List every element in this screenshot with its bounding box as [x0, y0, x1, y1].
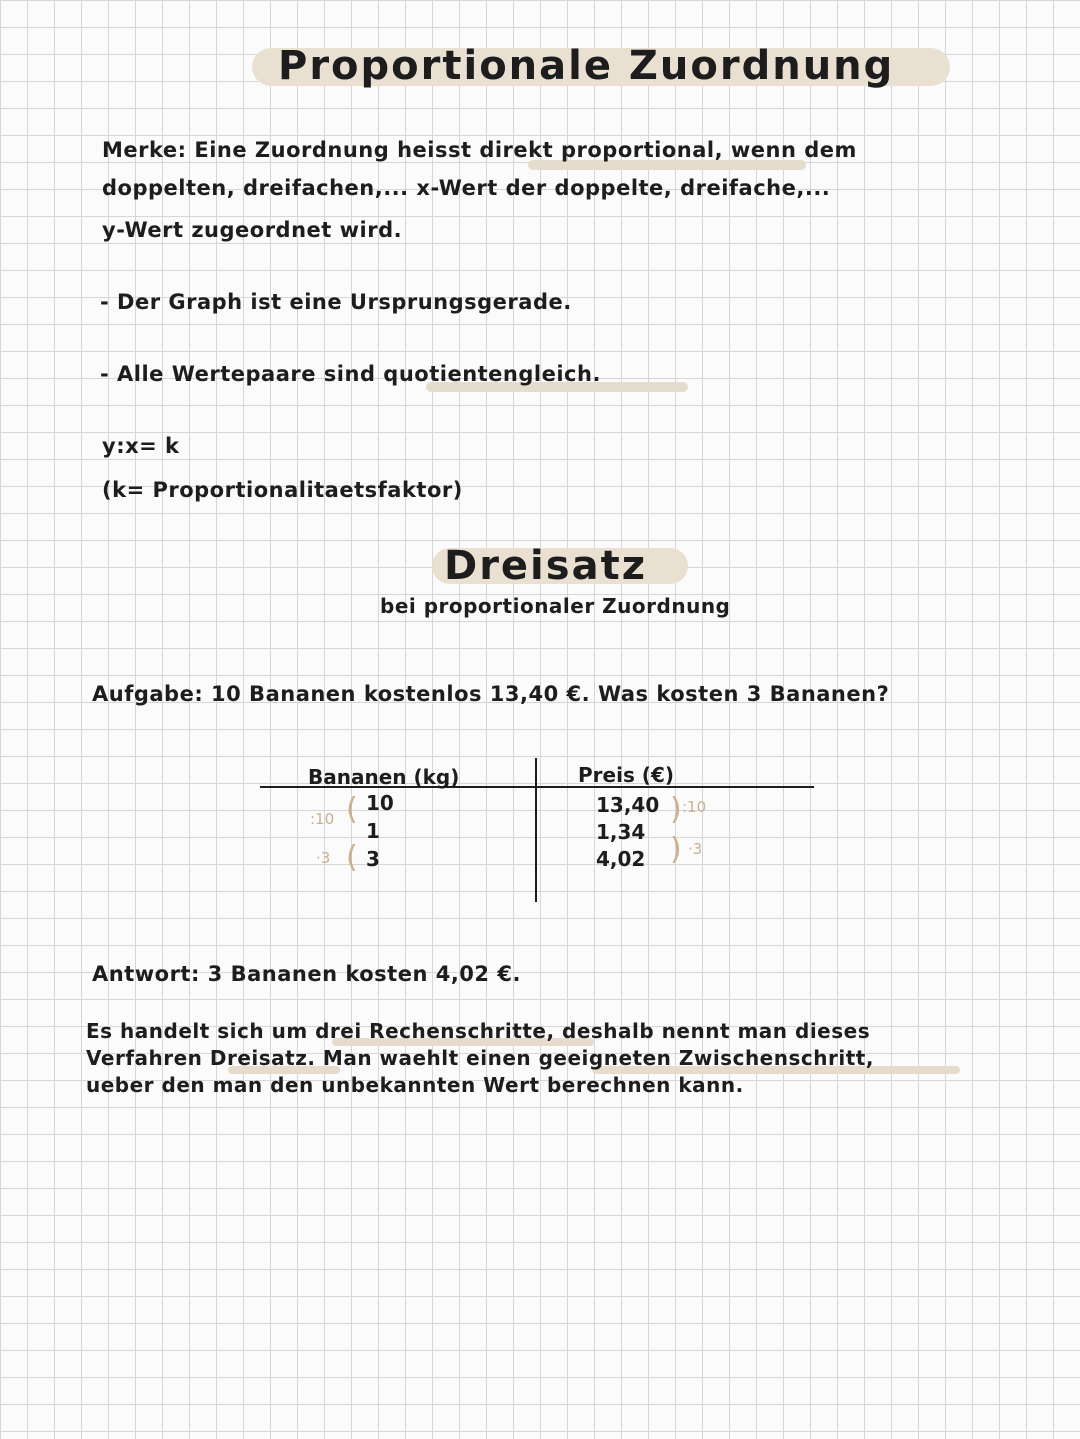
table-cell-preis-2: 1,34	[596, 820, 646, 844]
left-brace-upper: (	[346, 792, 358, 827]
explanation-line-1: Es handelt sich um drei Rechenschritte, deshalb nennt man dieses	[86, 1019, 871, 1043]
formula-equation: y:x= k	[102, 434, 180, 458]
table-cell-bananen-1: 10	[366, 791, 394, 815]
table-cell-preis-3: 4,02	[596, 847, 646, 871]
right-op-divide: :10	[682, 798, 707, 816]
table-cell-bananen-3: 3	[366, 847, 380, 871]
right-op-multiply: ·3	[688, 840, 703, 858]
left-op-divide: :10	[310, 810, 335, 828]
merke-line-2: doppelten, dreifachen,... x-Wert der doppelte, dreifache,...	[102, 176, 831, 200]
page-title: Proportionale Zuordnung	[278, 43, 895, 89]
explanation-line-3: ueber den man den unbekannten Wert berechnen kann.	[86, 1073, 744, 1097]
explanation-line-2: Verfahren Dreisatz. Man waehlt einen geeigneten Zwischenschritt,	[86, 1046, 874, 1070]
right-brace-lower: )	[670, 832, 682, 867]
answer-text: Antwort: 3 Bananen kosten 4,02 €.	[92, 962, 521, 986]
merke-line-1: Merke: Eine Zuordnung heisst direkt proportional, wenn dem	[102, 138, 857, 162]
merke-line-3: y-Wert zugeordnet wird.	[102, 218, 403, 242]
bullet-ursprungsgerade: - Der Graph ist eine Ursprungsgerade.	[100, 290, 572, 314]
bullet-quotientengleich: - Alle Wertepaare sind quotientengleich.	[100, 362, 601, 386]
right-brace-upper: )	[670, 792, 682, 827]
table-header-bananen: Bananen (kg)	[308, 765, 460, 789]
formula-note: (k= Proportionalitaetsfaktor)	[102, 478, 463, 502]
table-header-preis: Preis (€)	[578, 763, 675, 787]
task-text: Aufgabe: 10 Bananen kostenlos 13,40 €. Was kosten 3 Bananen?	[92, 682, 890, 706]
left-op-multiply: ·3	[316, 849, 331, 867]
table-cell-preis-1: 13,40	[596, 793, 660, 817]
table-cell-bananen-2: 1	[366, 819, 380, 843]
table-vertical-rule	[535, 758, 537, 902]
section-subtitle: bei proportionaler Zuordnung	[380, 594, 731, 618]
left-brace-lower: (	[346, 840, 358, 875]
section-title: Dreisatz	[444, 543, 647, 589]
